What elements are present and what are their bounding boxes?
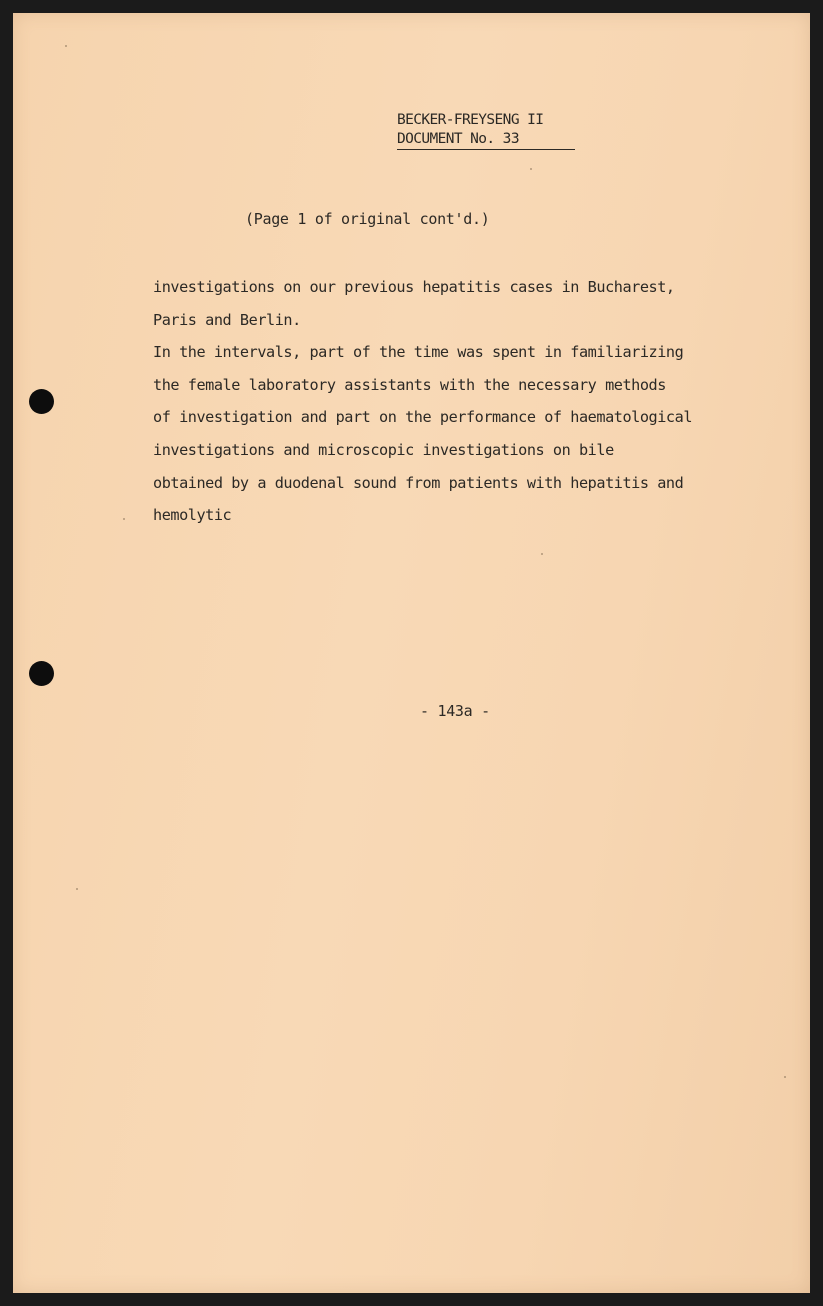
paper-sheet [13,13,810,1293]
page-number: - 143a - [420,702,490,720]
document-series-title: BECKER-FREYSENG II [397,112,544,128]
document-reference [397,111,575,150]
body-line: of investigation and part on the performance of haematological [153,408,693,427]
continuation-note: (Page 1 of original cont'd.) [245,210,490,228]
body-line: the female laboratory assistants with the necessary methods [153,375,666,394]
body-line: investigations on our previous hepatitis cases in Bucharest, [153,278,675,296]
body-text [153,271,692,532]
dust-speck [76,888,78,890]
body-line: obtained by a duodenal sound from patients with hepatitis and [153,473,684,492]
dust-speck [784,1076,786,1078]
punch-hole [29,661,54,686]
dust-speck [541,553,543,555]
punch-hole [29,389,54,414]
body-line: investigations and microscopic investigations on bile [153,440,614,459]
dust-speck [530,168,532,170]
dust-speck [123,518,125,520]
document-number: DOCUMENT No. 33 [397,130,575,150]
body-line: In the intervals, part of the time was spent in familiarizing [153,343,684,362]
body-line: hemolytic [153,506,232,525]
body-line: Paris and Berlin. [153,310,301,329]
dust-speck [65,45,67,47]
